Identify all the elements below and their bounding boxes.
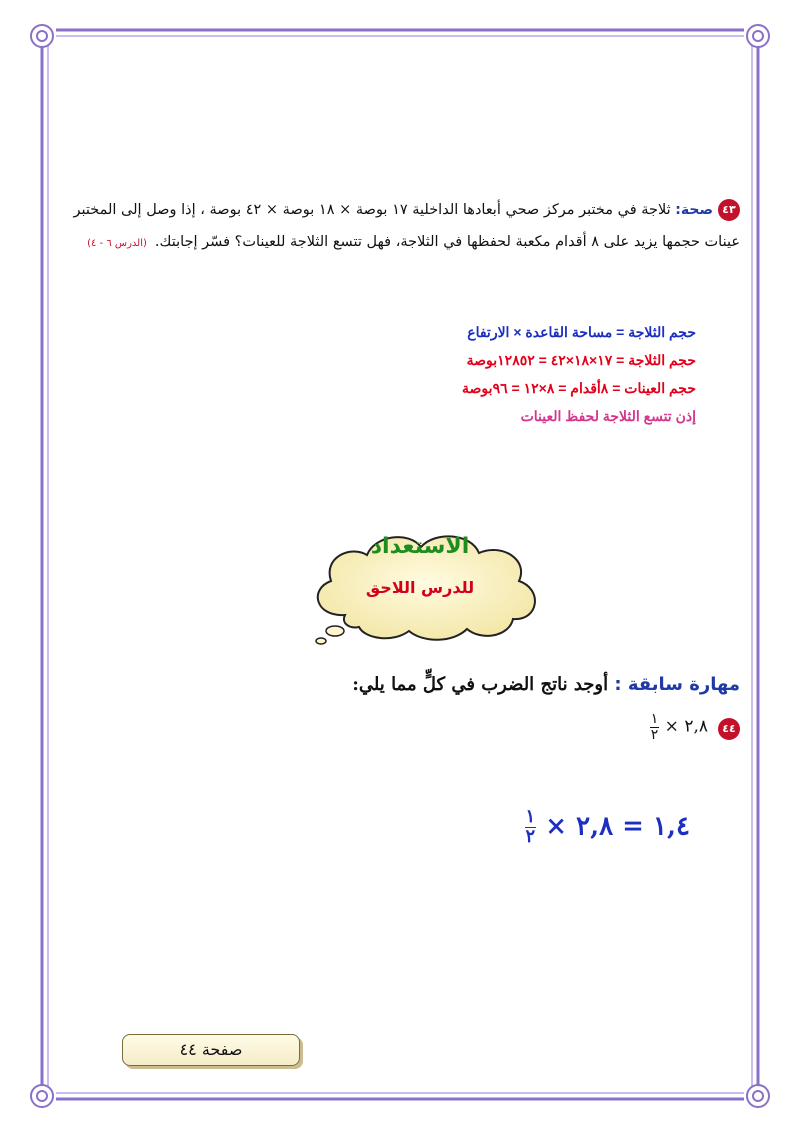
problem-44-answer: [480, 808, 690, 858]
answer-44-expression: [525, 808, 690, 847]
problem-number-badge: ٤٣: [718, 199, 740, 221]
fraction-denominator: ٢: [525, 825, 536, 847]
problem-43-text-2: عينات حجمها يزيد على ٨ أقدام مكعبة لحفظها في الثلاجة، فهل تتسع الثلاجة للعينات؟ فسّر إجابتك.: [154, 234, 740, 250]
answer-line-conclusion: إذن تتسع الثلاجة لحفظ العينات: [520, 408, 696, 424]
cloud-subtitle: للدرس اللاحق: [365, 578, 475, 597]
problem-43-line-2: [68, 226, 740, 260]
fraction: [650, 712, 660, 742]
fraction-numerator: ١: [650, 711, 659, 727]
expression-value: ٢,٨ ×: [545, 811, 614, 842]
cloud-title: الاستعداد: [370, 534, 470, 559]
expression-value: ٢,٨ ×: [664, 716, 708, 737]
prior-skill-text: أوجد ناتج الضرب في كلٍّ مما يلي:: [352, 674, 609, 695]
problem-43-line-1: [68, 194, 740, 226]
prior-skill: [300, 674, 740, 695]
lesson-reference: (الدرس ٦ - ٤): [87, 238, 147, 249]
problem-44-expression: [650, 712, 708, 742]
answer-line-formula: حجم الثلاجة = مساحة القاعدة × الارتفاع: [467, 324, 696, 340]
answer-line-fridge-volume: حجم الثلاجة = ١٧×١٨×٤٢ = ١٢٨٥٢بوصة: [466, 352, 696, 368]
page-number-box: [122, 1034, 300, 1066]
problem-44: [560, 706, 740, 756]
fraction: [525, 808, 537, 847]
problem-number-badge: ٤٤: [718, 718, 740, 740]
page-number: صفحة ٤٤: [179, 1040, 243, 1059]
prior-skill-label: مهارة سابقة :: [614, 674, 740, 695]
fraction-denominator: ٢: [650, 726, 659, 743]
fraction-numerator: ١: [525, 806, 536, 827]
answer-result: ١,٤ =: [622, 811, 690, 842]
answer-block: [300, 318, 696, 430]
problem-topic: صحة:: [675, 202, 713, 218]
problem-43-text-1: ثلاجة في مختبر مركز صحي أبعادها الداخلية ١٧ بوصة × ١٨ بوصة × ٤٢ بوصة ، إذا وصل إلى المختبر: [73, 202, 671, 218]
answer-line-samples-volume: حجم العينات = ٨أقدام = ٨×١٢ = ٩٦بوصة: [462, 380, 696, 396]
problem-43: [68, 194, 740, 260]
